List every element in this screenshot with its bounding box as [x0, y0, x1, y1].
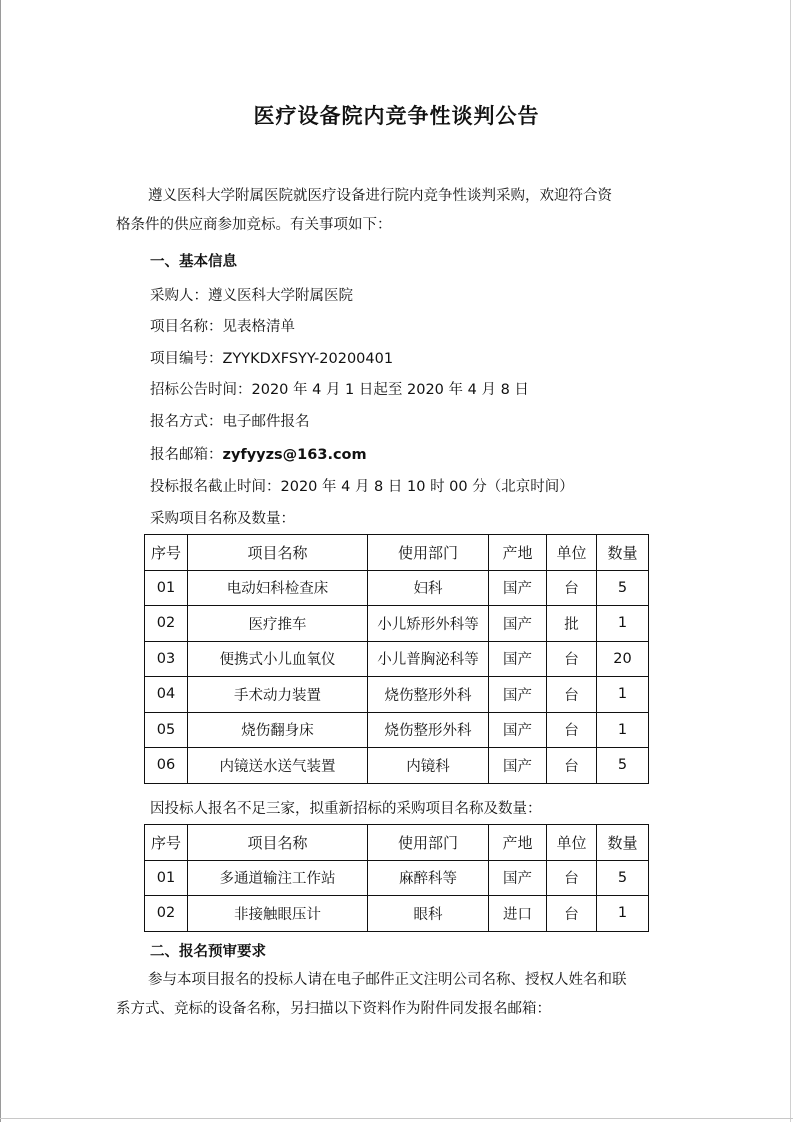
- header-item-name: 项目名称: [188, 535, 368, 571]
- table-header-row: [145, 535, 649, 571]
- table-header-row: [145, 825, 649, 861]
- header-unit: 单位: [547, 535, 597, 571]
- notice-time-line: 招标公告时间：2020 年 4 月 1 日起至 2020 年 4 月 8 日: [150, 382, 529, 398]
- cell-quantity: 1: [597, 606, 649, 642]
- table-row: [145, 677, 649, 713]
- cell-index: 02: [145, 896, 188, 932]
- header-origin: 产地: [489, 535, 547, 571]
- cell-index: 04: [145, 677, 188, 713]
- cell-department: 小儿普胸泌科等: [368, 641, 489, 677]
- table-row: [145, 606, 649, 642]
- table-row: [145, 641, 649, 677]
- cell-department: 眼科: [368, 896, 489, 932]
- document-title: 医疗设备院内竞争性谈判公告: [253, 104, 540, 128]
- cell-item-name: 医疗推车: [188, 606, 368, 642]
- table-row: [145, 570, 649, 606]
- header-unit: 单位: [547, 825, 597, 861]
- cell-item-name: 内镜送水送气装置: [188, 748, 368, 784]
- table-row: [145, 896, 649, 932]
- cell-department: 小儿矫形外科等: [368, 606, 489, 642]
- header-department: 使用部门: [368, 535, 489, 571]
- cell-index: 03: [145, 641, 188, 677]
- page-border-left: [0, 0, 1, 1122]
- cell-origin: 进口: [489, 896, 547, 932]
- purchaser-line: 采购人：遵义医科大学附属医院: [150, 288, 353, 304]
- cell-unit: 批: [547, 606, 597, 642]
- cell-origin: 国产: [489, 606, 547, 642]
- cell-item-name: 非接触眼压计: [188, 896, 368, 932]
- procurement-table: [144, 534, 649, 784]
- cell-unit: 台: [547, 641, 597, 677]
- deadline-line: 投标报名截止时间：2020 年 4 月 8 日 10 时 00 分（北京时间）: [150, 479, 574, 495]
- page-border-right: [790, 0, 791, 1122]
- header-origin: 产地: [489, 825, 547, 861]
- header-index: 序号: [145, 825, 188, 861]
- section-basic-info-heading: 一、基本信息: [150, 254, 237, 270]
- table-row: [145, 860, 649, 896]
- table-row: [145, 748, 649, 784]
- intro-paragraph: [116, 182, 676, 240]
- cell-origin: 国产: [489, 641, 547, 677]
- signup-method-line: 报名方式：电子邮件报名: [150, 414, 310, 430]
- cell-department: 烧伤整形外科: [368, 677, 489, 713]
- cell-unit: 台: [547, 860, 597, 896]
- project-name-line: 项目名称：见表格清单: [150, 319, 295, 335]
- intro-line-2: 格条件的供应商参加竞标。有关事项如下：: [116, 217, 392, 233]
- email-label: 报名邮箱：: [150, 447, 223, 463]
- cell-quantity: 1: [597, 712, 649, 748]
- cell-index: 01: [145, 860, 188, 896]
- cell-origin: 国产: [489, 677, 547, 713]
- cell-quantity: 20: [597, 641, 649, 677]
- cell-department: 烧伤整形外科: [368, 712, 489, 748]
- cell-unit: 台: [547, 896, 597, 932]
- cell-origin: 国产: [489, 748, 547, 784]
- requirement-line-1: 参与本项目报名的投标人请在电子邮件正文注明公司名称、授权人姓名和联: [148, 972, 627, 988]
- cell-item-name: 手术动力装置: [188, 677, 368, 713]
- requirement-line-2: 系方式、竞标的设备名称，另扫描以下资料作为附件同发报名邮箱：: [116, 1001, 551, 1017]
- cell-department: 内镜科: [368, 748, 489, 784]
- cell-unit: 台: [547, 677, 597, 713]
- header-quantity: 数量: [597, 535, 649, 571]
- rebid-table: [144, 824, 649, 932]
- header-department: 使用部门: [368, 825, 489, 861]
- cell-unit: 台: [547, 712, 597, 748]
- email-address: zyfyyzs@163.com: [222, 447, 367, 463]
- header-index: 序号: [145, 535, 188, 571]
- cell-origin: 国产: [489, 570, 547, 606]
- intro-line-1: 遵义医科大学附属医院就医疗设备进行院内竞争性谈判采购，欢迎符合资: [148, 188, 612, 204]
- table-row: [145, 712, 649, 748]
- cell-department: 妇科: [368, 570, 489, 606]
- rebid-label: 因投标人报名不足三家，拟重新招标的采购项目名称及数量：: [150, 801, 542, 817]
- header-quantity: 数量: [597, 825, 649, 861]
- cell-quantity: 1: [597, 896, 649, 932]
- page-border-bottom: [0, 1118, 793, 1119]
- header-item-name: 项目名称: [188, 825, 368, 861]
- cell-quantity: 1: [597, 677, 649, 713]
- cell-quantity: 5: [597, 570, 649, 606]
- section-prequalification-heading: 二、报名预审要求: [150, 944, 266, 960]
- cell-item-name: 烧伤翻身床: [188, 712, 368, 748]
- cell-unit: 台: [547, 748, 597, 784]
- cell-item-name: 便携式小儿血氧仪: [188, 641, 368, 677]
- project-list-label: 采购项目名称及数量：: [150, 511, 295, 527]
- cell-quantity: 5: [597, 860, 649, 896]
- requirement-paragraph: [116, 966, 676, 1024]
- cell-index: 01: [145, 570, 188, 606]
- cell-index: 02: [145, 606, 188, 642]
- signup-email-line: [150, 443, 367, 464]
- cell-department: 麻醉科等: [368, 860, 489, 896]
- cell-item-name: 多通道输注工作站: [188, 860, 368, 896]
- cell-origin: 国产: [489, 860, 547, 896]
- cell-quantity: 5: [597, 748, 649, 784]
- cell-index: 05: [145, 712, 188, 748]
- cell-origin: 国产: [489, 712, 547, 748]
- cell-unit: 台: [547, 570, 597, 606]
- cell-item-name: 电动妇科检查床: [188, 570, 368, 606]
- cell-index: 06: [145, 748, 188, 784]
- project-number-line: 项目编号：ZYYKDXFSYY-20200401: [150, 351, 394, 367]
